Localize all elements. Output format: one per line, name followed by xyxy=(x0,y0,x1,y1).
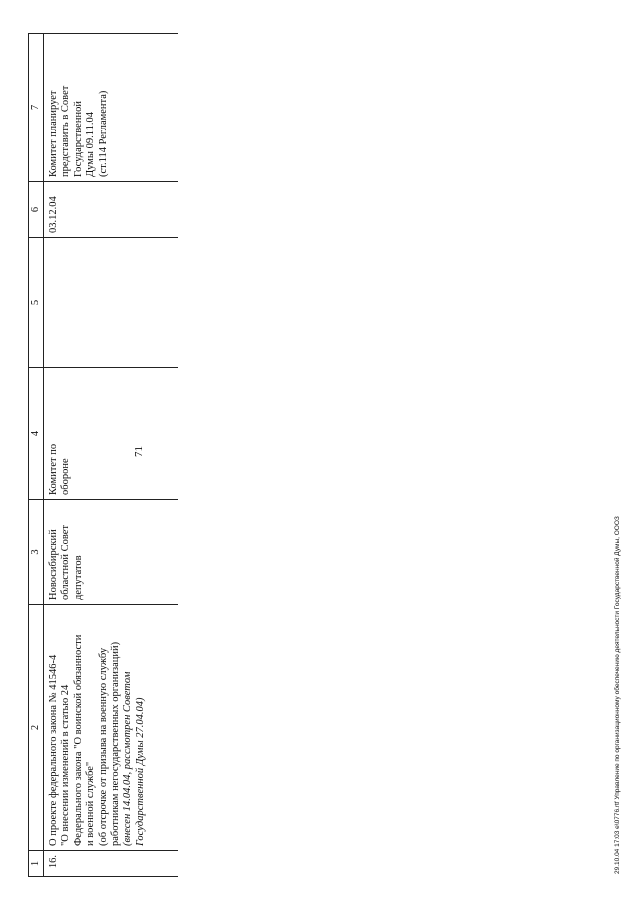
status-line: Думы 09.11.04 xyxy=(85,112,97,177)
initiator-line: депутатов xyxy=(72,555,84,600)
document-footer: 29.10.04 17:03 e\0776.rtf Управление по организационному обеспечению деятельности Государственной Думы, ОООЗ xyxy=(614,516,621,874)
page-number: 71 xyxy=(133,446,145,457)
bill-title-line: (об отсрочке от призыва на военную службу xyxy=(97,647,109,846)
committee-line: обороне xyxy=(60,458,72,495)
column-header-5: 5 xyxy=(29,238,44,368)
status-line: представить в Совет xyxy=(60,85,72,177)
initiator-line: областной Совет xyxy=(60,525,72,600)
bills-table xyxy=(28,33,178,877)
committee-line: Комитет по xyxy=(48,443,59,495)
column-header-3: 3 xyxy=(29,500,44,605)
status-cell xyxy=(44,34,179,182)
bill-title-line: Федерального закона "О воинской обязанности xyxy=(72,634,84,846)
column-header-4: 4 xyxy=(29,368,44,500)
status-line: Государственной xyxy=(72,101,84,177)
column-header-7: 7 xyxy=(29,34,44,182)
initiator-line: Новосибирский xyxy=(48,529,59,600)
bill-title-line: и военной службе" xyxy=(85,761,97,846)
committee-cell xyxy=(44,368,179,500)
column-header-2: 2 xyxy=(29,605,44,851)
date-cell: 03.12.04 xyxy=(44,182,179,238)
bill-title-line: работникам негосударственных организаций) xyxy=(110,641,122,846)
bill-note-line: Государственной Думы 27.04.04) xyxy=(134,697,146,846)
row-number: 16. xyxy=(44,851,179,877)
bill-title-line: "О внесении изменений в статью 24 xyxy=(60,684,72,846)
bill-title-cell xyxy=(44,605,179,851)
status-line: Комитет планирует xyxy=(48,90,59,177)
initiator-cell xyxy=(44,500,179,605)
column-header-row xyxy=(29,34,44,877)
status-line: (ст.114 Регламента) xyxy=(97,90,109,177)
column-5-cell xyxy=(44,238,179,368)
column-header-1: 1 xyxy=(29,851,44,877)
column-header-6: 6 xyxy=(29,182,44,238)
bill-title-line: О проекте федерального закона № 41546-4 xyxy=(48,654,59,846)
bill-note-line: (внесен 14.04.04, рассмотрен Советом xyxy=(122,671,134,846)
table-row xyxy=(44,34,179,877)
